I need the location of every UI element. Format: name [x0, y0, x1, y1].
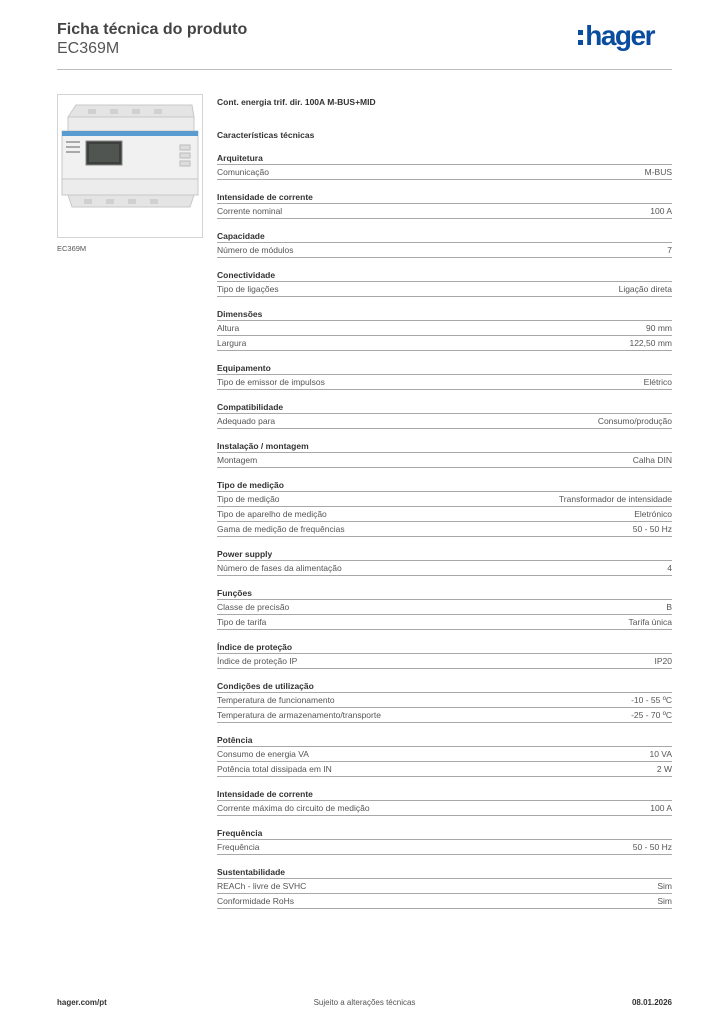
spec-group-title: Dimensões — [217, 309, 672, 321]
footer-website: hager.com/pt — [57, 998, 107, 1007]
spec-value: Tarifa única — [628, 617, 672, 627]
spec-row — [217, 453, 672, 468]
spec-label: Corrente nominal — [217, 206, 283, 216]
spec-row — [217, 708, 672, 723]
spec-value: Calha DIN — [632, 455, 672, 465]
spec-row — [217, 522, 672, 537]
hager-logo — [578, 21, 654, 51]
spec-row — [217, 282, 672, 297]
spec-label: Potência total dissipada em IN — [217, 764, 332, 774]
spec-group — [217, 789, 672, 816]
spec-row — [217, 879, 672, 894]
spec-value: IP20 — [654, 656, 672, 666]
spec-row — [217, 165, 672, 180]
spec-value: 7 — [667, 245, 672, 255]
spec-label: Altura — [217, 323, 240, 333]
spec-group-title: Compatibilidade — [217, 402, 672, 414]
spec-label: Largura — [217, 338, 247, 348]
spec-group-title: Intensidade de corrente — [217, 789, 672, 801]
spec-row — [217, 654, 672, 669]
spec-group-title: Capacidade — [217, 231, 672, 243]
spec-value: -25 - 70 ºC — [631, 710, 672, 720]
spec-group — [217, 231, 672, 258]
spec-value: 50 - 50 Hz — [632, 842, 672, 852]
spec-label: Conformidade RoHs — [217, 896, 295, 906]
spec-label: Tipo de aparelho de medição — [217, 509, 327, 519]
spec-label: Gama de medição de frequências — [217, 524, 345, 534]
spec-label: Tipo de emissor de impulsos — [217, 377, 325, 387]
spec-row — [217, 204, 672, 219]
spec-row — [217, 507, 672, 522]
spec-value: 50 - 50 Hz — [632, 524, 672, 534]
section-heading: Características técnicas — [217, 130, 315, 140]
energy-meter-icon — [58, 95, 202, 237]
spec-value: Transformador de intensidade — [558, 494, 672, 504]
product-name: Cont. energia trif. dir. 100A M-BUS+MID — [217, 97, 376, 107]
spec-label: Corrente máxima do circuito de medição — [217, 803, 370, 813]
spec-label: Índice de proteção IP — [217, 656, 298, 666]
spec-value: Elétrico — [643, 377, 672, 387]
spec-row — [217, 492, 672, 507]
product-code: EC369M — [57, 40, 120, 57]
logo-dots-icon — [578, 30, 583, 45]
spec-row — [217, 801, 672, 816]
spec-label: Tipo de ligações — [217, 284, 279, 294]
spec-value: 2 W — [656, 764, 672, 774]
spec-row — [217, 600, 672, 615]
image-caption: EC369M — [57, 244, 87, 253]
spec-group — [217, 402, 672, 429]
spec-value: 10 VA — [649, 749, 672, 759]
spec-value: Ligação direta — [618, 284, 672, 294]
spec-row — [217, 336, 672, 351]
spec-group — [217, 192, 672, 219]
spec-row — [217, 414, 672, 429]
spec-label: Temperatura de funcionamento — [217, 695, 335, 705]
spec-group-title: Sustentabilidade — [217, 867, 672, 879]
spec-value: -10 - 55 ºC — [631, 695, 672, 705]
spec-label: Número de módulos — [217, 245, 294, 255]
spec-row — [217, 375, 672, 390]
spec-group-title: Intensidade de corrente — [217, 192, 672, 204]
spec-row — [217, 321, 672, 336]
spec-label: Temperatura de armazenamento/transporte — [217, 710, 381, 720]
spec-group-title: Condições de utilização — [217, 681, 672, 693]
spec-label: Classe de precisão — [217, 602, 290, 612]
spec-group-title: Equipamento — [217, 363, 672, 375]
spec-group — [217, 828, 672, 855]
spec-group — [217, 735, 672, 777]
spec-group — [217, 309, 672, 351]
spec-group — [217, 549, 672, 576]
spec-value: Sim — [657, 881, 672, 891]
product-image — [57, 94, 203, 238]
spec-row — [217, 561, 672, 576]
spec-value: B — [666, 602, 672, 612]
spec-value: Eletrónico — [634, 509, 672, 519]
spec-label: Tipo de tarifa — [217, 617, 267, 627]
spec-group-title: Arquitetura — [217, 153, 672, 165]
spec-row — [217, 840, 672, 855]
spec-row — [217, 747, 672, 762]
spec-group — [217, 441, 672, 468]
spec-group — [217, 642, 672, 669]
spec-value: 90 mm — [646, 323, 672, 333]
spec-label: Frequência — [217, 842, 260, 852]
spec-row — [217, 615, 672, 630]
spec-group-title: Power supply — [217, 549, 672, 561]
spec-group-title: Frequência — [217, 828, 672, 840]
spec-label: Comunicação — [217, 167, 269, 177]
spec-row — [217, 762, 672, 777]
spec-value: 4 — [667, 563, 672, 573]
spec-value: Consumo/produção — [597, 416, 672, 426]
spec-label: Adequado para — [217, 416, 276, 426]
spec-value: M-BUS — [644, 167, 672, 177]
page-header — [57, 21, 672, 70]
footer-date: 08.01.2026 — [631, 998, 672, 1007]
spec-row — [217, 894, 672, 909]
spec-group — [217, 153, 672, 180]
spec-value: 100 A — [650, 803, 672, 813]
spec-group-title: Índice de proteção — [217, 642, 672, 654]
spec-group-title: Instalação / montagem — [217, 441, 672, 453]
spec-row — [217, 693, 672, 708]
spec-value: 100 A — [650, 206, 672, 216]
spec-label: Tipo de medição — [217, 494, 280, 504]
spec-groups — [217, 153, 672, 909]
spec-label: Montagem — [217, 455, 258, 465]
spec-label: Consumo de energia VA — [217, 749, 309, 759]
logo-text: hager — [585, 20, 654, 51]
spec-group — [217, 681, 672, 723]
spec-content — [217, 96, 672, 909]
spec-group-title: Conectividade — [217, 270, 672, 282]
spec-group — [217, 480, 672, 537]
spec-group — [217, 363, 672, 390]
spec-group — [217, 270, 672, 297]
spec-group — [217, 867, 672, 909]
spec-group-title: Tipo de medição — [217, 480, 672, 492]
spec-label: Número de fases da alimentação — [217, 563, 342, 573]
footer-notice: Sujeito a alterações técnicas — [313, 998, 416, 1007]
spec-label: REACh - livre de SVHC — [217, 881, 307, 891]
spec-group-title: Funções — [217, 588, 672, 600]
spec-group — [217, 588, 672, 630]
document-title: Ficha técnica do produto — [57, 21, 248, 38]
spec-value: Sim — [657, 896, 672, 906]
spec-group-title: Potência — [217, 735, 672, 747]
spec-value: 122,50 mm — [629, 338, 672, 348]
spec-row — [217, 243, 672, 258]
